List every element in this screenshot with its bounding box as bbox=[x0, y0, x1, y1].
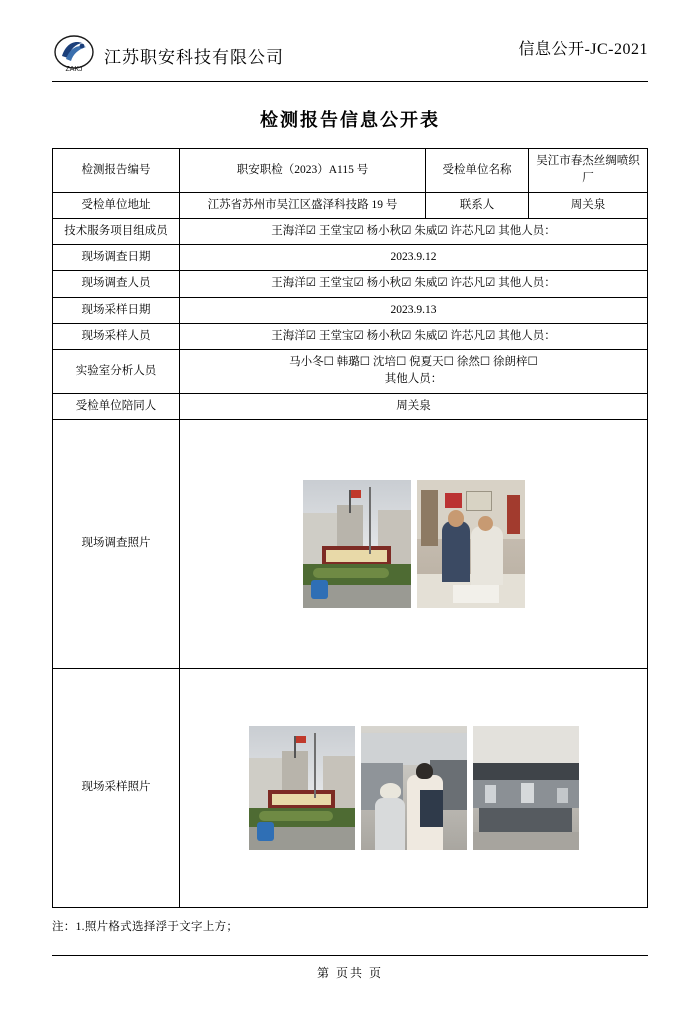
document-footer bbox=[52, 955, 648, 981]
sampling-photos-cell bbox=[180, 668, 648, 907]
sampling-photos-label: 现场采样照片 bbox=[53, 668, 180, 907]
survey-photos-label: 现场调查照片 bbox=[53, 419, 180, 668]
table-row bbox=[53, 192, 648, 218]
client-name-value: 吴江市春杰丝绸喷织厂 bbox=[529, 149, 648, 193]
brand-block bbox=[52, 34, 284, 76]
escort-value: 周关泉 bbox=[180, 393, 648, 419]
interview-indoor-photo bbox=[417, 480, 525, 608]
report-no-value: 职安职检（2023）A115 号 bbox=[180, 149, 426, 193]
lab-people-line-1: 马小冬☐ 韩璐☐ 沈培☐ 倪夏天☐ 徐然☐ 徐朗梓☐ bbox=[289, 356, 538, 368]
survey-date-value: 2023.9.12 bbox=[180, 245, 648, 271]
table-row bbox=[53, 149, 648, 193]
sampling-date-label: 现场采样日期 bbox=[53, 297, 180, 323]
table-row-sampling-photos bbox=[53, 668, 648, 907]
lab-people-label: 实验室分析人员 bbox=[53, 350, 180, 394]
team-value: 王海洋☑ 王堂宝☑ 杨小秋☑ 朱威☑ 许芯凡☑ 其他人员： bbox=[180, 218, 648, 244]
escort-label: 受检单位陪同人 bbox=[53, 393, 180, 419]
table-row bbox=[53, 245, 648, 271]
footer-divider bbox=[52, 955, 648, 956]
client-addr-label: 受检单位地址 bbox=[53, 192, 180, 218]
contact-value: 周关泉 bbox=[529, 192, 648, 218]
sampling-people-value: 王海洋☑ 王堂宝☑ 杨小秋☑ 朱威☑ 许芯凡☑ 其他人员： bbox=[180, 323, 648, 349]
page-number: 第 页共 页 bbox=[316, 966, 383, 980]
sampling-date-value: 2023.9.13 bbox=[180, 297, 648, 323]
company-name: 江苏职安科技有限公司 bbox=[104, 47, 284, 67]
table-row bbox=[53, 350, 648, 394]
svg-text:ZAKJ: ZAKJ bbox=[65, 66, 83, 73]
lab-people-value bbox=[180, 350, 648, 394]
document-header bbox=[52, 26, 648, 84]
page-title: 检测报告信息公开表 bbox=[260, 110, 440, 130]
sampling-worker-photo bbox=[361, 726, 467, 850]
table-row bbox=[53, 218, 648, 244]
contact-label: 联系人 bbox=[426, 192, 529, 218]
team-label: 技术服务项目组成员 bbox=[53, 218, 180, 244]
survey-people-label: 现场调查人员 bbox=[53, 271, 180, 297]
document-page bbox=[0, 26, 700, 1015]
table-row bbox=[53, 393, 648, 419]
document-code: 信息公开-JC-2021 bbox=[518, 41, 648, 58]
table-note: 注：1.照片格式选择浮于文字上方； bbox=[52, 920, 239, 933]
table-row bbox=[53, 297, 648, 323]
site-exterior-photo bbox=[303, 480, 411, 608]
table-row-survey-photos bbox=[53, 419, 648, 668]
report-no-label: 检测报告编号 bbox=[53, 149, 180, 193]
site-exterior-photo bbox=[249, 726, 355, 850]
sampling-people-label: 现场采样人员 bbox=[53, 323, 180, 349]
zaki-logo-icon bbox=[52, 34, 96, 76]
survey-photos-cell bbox=[180, 419, 648, 668]
survey-people-value: 王海洋☑ 王堂宝☑ 杨小秋☑ 朱威☑ 许芯凡☑ 其他人员： bbox=[180, 271, 648, 297]
workshop-machine-photo bbox=[473, 726, 579, 850]
table-row bbox=[53, 323, 648, 349]
header-divider bbox=[52, 81, 648, 82]
table-row bbox=[53, 271, 648, 297]
client-name-label: 受检单位名称 bbox=[426, 149, 529, 193]
client-addr-value: 江苏省苏州市吴江区盛泽科技路 19 号 bbox=[180, 192, 426, 218]
info-table bbox=[52, 148, 648, 908]
survey-date-label: 现场调查日期 bbox=[53, 245, 180, 271]
lab-people-line-2: 其他人员： bbox=[384, 373, 443, 386]
